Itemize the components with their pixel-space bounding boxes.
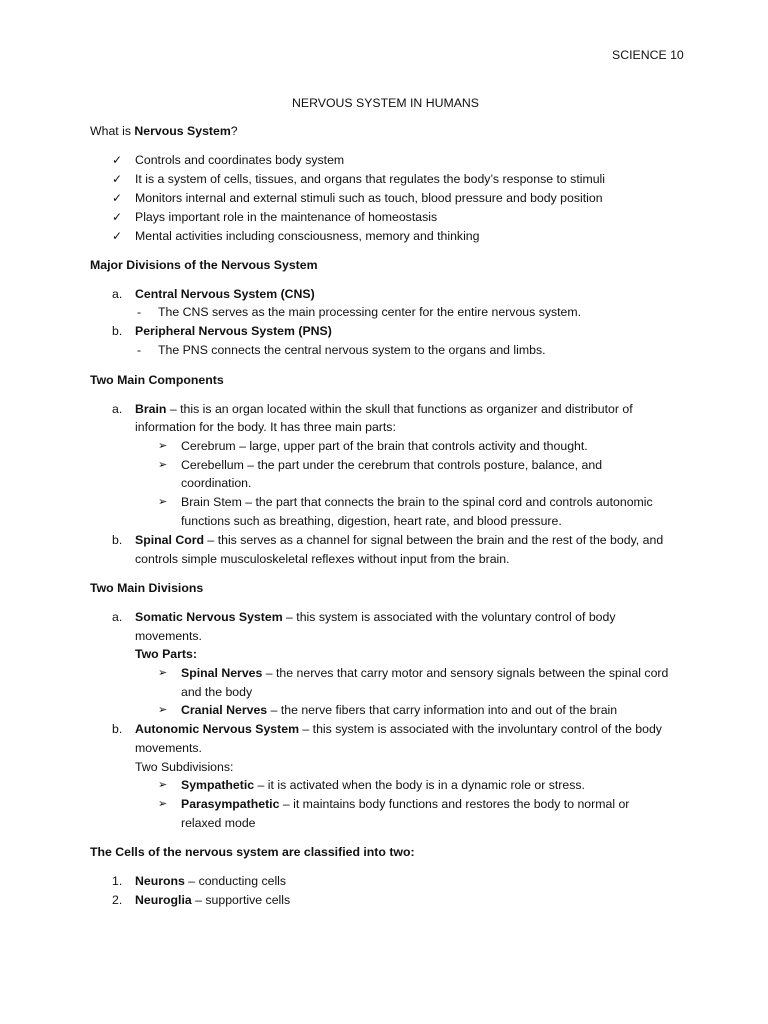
cns-description: The CNS serves as the main processing center for the entire nervous system.: [158, 305, 582, 319]
cranial-nerves-text: Cranial Nerves – the nerve fibers that carry information into and out of the brain: [181, 703, 618, 717]
list-marker: a.: [112, 610, 123, 624]
arrow-bullet-icon: ➢: [158, 667, 168, 679]
brain-line-2: information for the body. It has three main parts:: [135, 420, 396, 434]
autonomic-term: Autonomic Nervous System: [135, 722, 299, 736]
checkmark-icon: ✓: [112, 229, 123, 243]
autonomic-line-1: Autonomic Nervous System – this system is associated with the involuntary control of the body: [135, 722, 662, 736]
arrow-bullet-icon: ➢: [158, 779, 168, 791]
what-is-term: Nervous System: [134, 124, 231, 138]
brainstem-text-cont: functions such as breathing, digestion, heart rate, and blood pressure.: [181, 514, 562, 528]
list-marker: b.: [112, 324, 123, 338]
parasympathetic-text-cont: relaxed mode: [181, 816, 256, 830]
list-item: Monitors internal and external stimuli such as touch, blood pressure and body position: [135, 191, 603, 205]
major-divisions-heading: Major Divisions of the Nervous System: [90, 258, 318, 272]
list-marker: b.: [112, 722, 123, 736]
what-is-prefix: What is: [90, 124, 135, 138]
neuroglia-item: Neuroglia – supportive cells: [135, 893, 291, 907]
components-heading: Two Main Components: [90, 373, 224, 387]
list-item: Plays important role in the maintenance of homeostasis: [135, 210, 438, 224]
dash-marker: -: [137, 343, 142, 357]
cells-heading: The Cells of the nervous system are classified into two:: [90, 845, 415, 859]
checkmark-icon: ✓: [112, 153, 123, 167]
cerebrum-text: Cerebrum – large, upper part of the brain that controls activity and thought.: [181, 439, 588, 453]
list-marker: 1.: [112, 874, 123, 888]
checkmark-icon: ✓: [112, 210, 123, 224]
arrow-bullet-icon: ➢: [158, 496, 168, 508]
autonomic-line-2: movements.: [135, 741, 202, 755]
spinal-term: Spinal Cord: [135, 533, 205, 547]
somatic-line-2: movements.: [135, 629, 202, 643]
arrow-bullet-icon: ➢: [158, 459, 168, 471]
arrow-bullet-icon: ➢: [158, 704, 168, 716]
checkmark-icon: ✓: [112, 191, 123, 205]
cerebellum-text: Cerebellum – the part under the cerebrum that controls posture, balance, and: [181, 458, 603, 472]
dash-marker: -: [137, 305, 142, 319]
cerebellum-text-cont: coordination.: [181, 476, 252, 490]
divisions-heading: Two Main Divisions: [90, 581, 204, 595]
spinal-nerves-text: Spinal Nerves – the nerves that carry motor and sensory signals between the spinal cord: [181, 666, 669, 680]
somatic-subheading: Two Parts:: [135, 647, 197, 661]
list-item: Mental activities including consciousness, memory and thinking: [135, 229, 480, 243]
somatic-term: Somatic Nervous System: [135, 610, 283, 624]
pns-description: The PNS connects the central nervous system to the organs and limbs.: [158, 343, 546, 357]
arrow-bullet-icon: ➢: [158, 440, 168, 452]
list-marker: a.: [112, 402, 123, 416]
what-is-suffix: ?: [230, 124, 238, 138]
somatic-line-1: Somatic Nervous System – this system is associated with the voluntary control of body: [135, 610, 616, 624]
what-is-heading: [90, 122, 238, 141]
list-item: It is a system of cells, tissues, and organs that regulates the body’s response to stimuli: [135, 172, 606, 186]
spinal-nerves-text-cont: and the body: [181, 685, 253, 699]
brain-line-1: Brain – this is an organ located within the skull that functions as organizer and distributor of: [135, 402, 633, 416]
spinal-line-1: Spinal Cord – this serves as a channel for signal between the brain and the rest of the body, and: [135, 533, 664, 547]
list-marker: b.: [112, 533, 123, 547]
checkmark-icon: ✓: [112, 172, 123, 186]
parasympathetic-text: Parasympathetic – it maintains body functions and restores the body to normal or: [181, 797, 630, 811]
autonomic-subheading: Two Subdivisions:: [135, 760, 234, 774]
cns-title: Central Nervous System (CNS): [135, 287, 315, 301]
page-title: NERVOUS SYSTEM IN HUMANS: [292, 96, 479, 110]
list-marker: 2.: [112, 893, 123, 907]
spinal-line-2: controls simple musculoskeletal reflexes without input from the brain.: [135, 552, 510, 566]
sympathetic-text: Sympathetic – it is activated when the body is in a dynamic role or stress.: [181, 778, 585, 792]
list-marker: a.: [112, 287, 123, 301]
arrow-bullet-icon: ➢: [158, 798, 168, 810]
brain-term: Brain: [135, 402, 167, 416]
pns-title: Peripheral Nervous System (PNS): [135, 324, 332, 338]
list-item: Controls and coordinates body system: [135, 153, 345, 167]
brainstem-text: Brain Stem – the part that connects the brain to the spinal cord and controls autonomic: [181, 495, 653, 509]
neurons-item: Neurons – conducting cells: [135, 874, 287, 888]
subject-label: SCIENCE 10: [612, 48, 684, 62]
